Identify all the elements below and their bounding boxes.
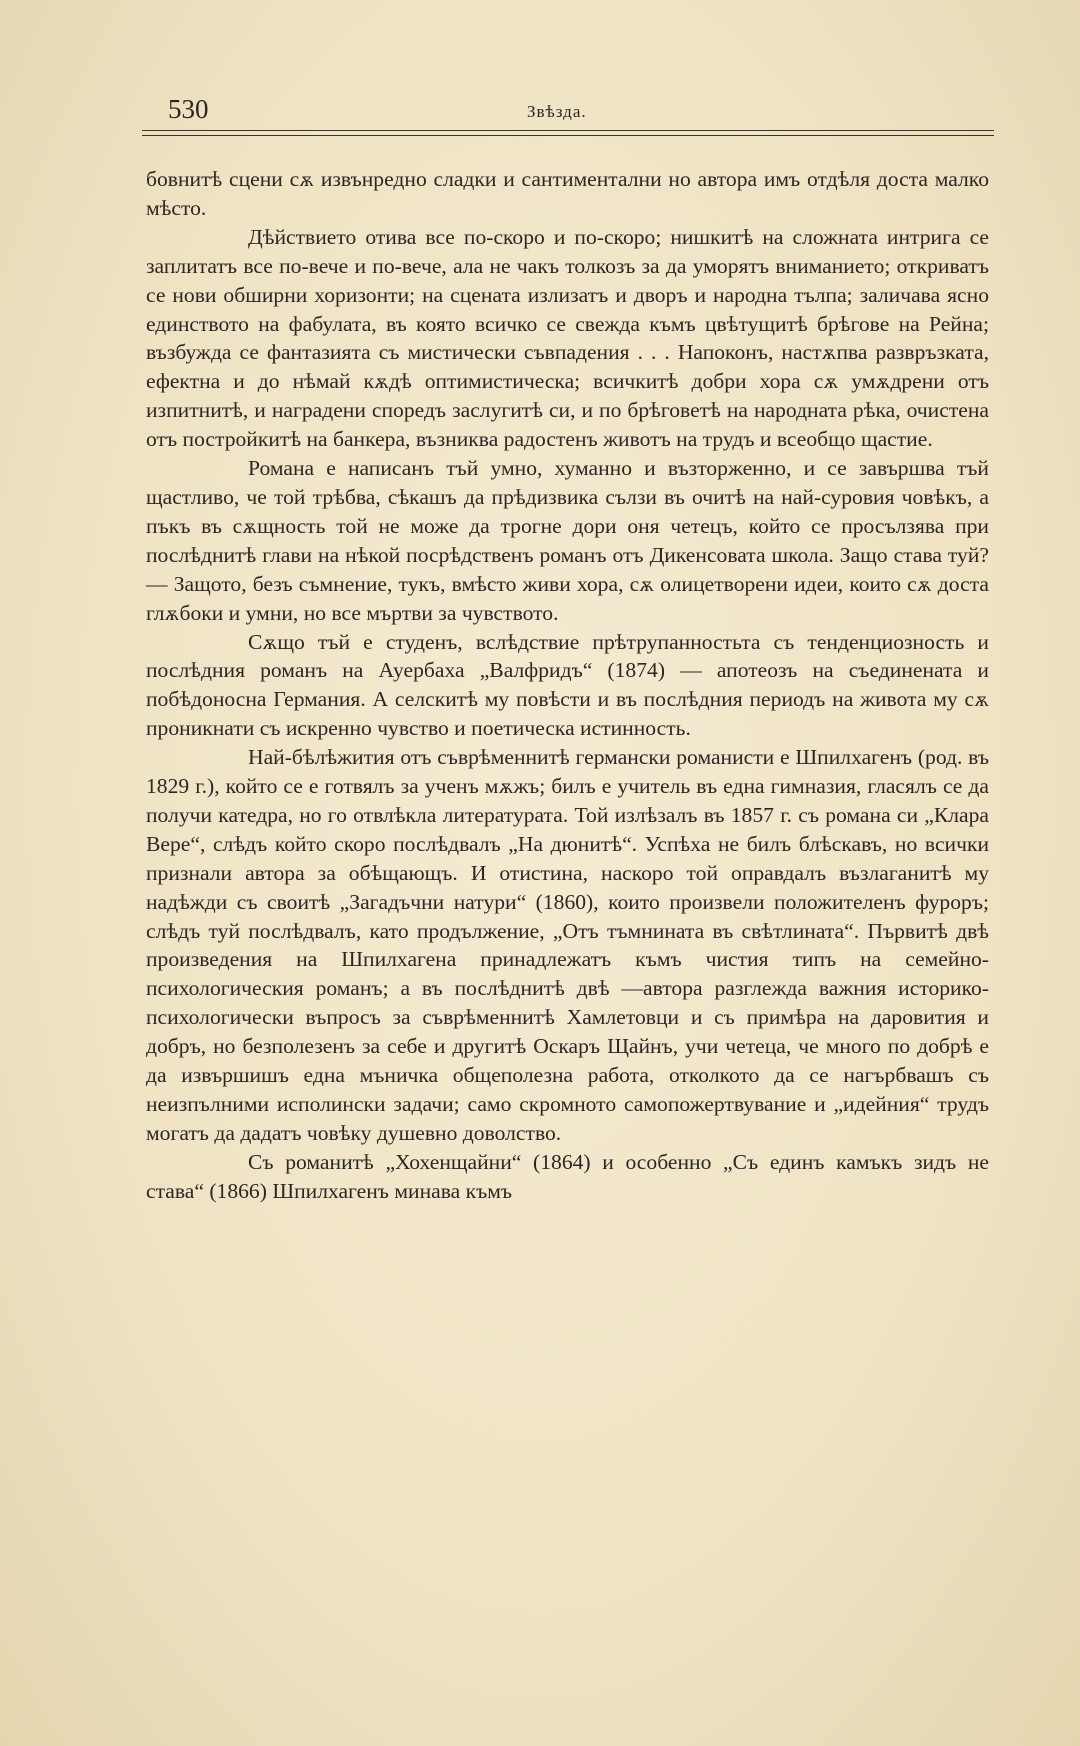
paragraph: Сѫщо тъй е студенъ, вслѣдствие прѣтрупанностьта съ тенденциозность и послѣдния романъ на Ауербаха „Валфридъ“ (1874) — апотеозъ на съединената и побѣдоносна Германия. А селскитѣ му повѣсти и въ послѣдния периодъ на живота му сѫ проникнати съ искренно чувство и поетическа истинность. xyxy=(146,629,989,741)
paragraph: Дѣйствието отива все по-скоро и по-скоро; нишкитѣ на сложната интрига се заплитатъ все по-вече и по-вече, ала не чакъ толкозъ за да уморятъ вниманието; откриватъ се нови обширни хоризонти; на сцената излизатъ и дворъ и народна тълпа; заличава ясно единството на фабулата, въ която всичко се свежда къмъ цвѣтущитѣ брѣгове на Рейна; възбужда се фантазията съ мистически съвпадения . . . Напоконъ, настѫпва развръзката, ефектна и до нѣмай кѫдѣ оптимистическа; всичкитѣ добри хора сѫ умѫдрени отъ изпитнитѣ, и наградени споредъ заслугитѣ си, и по брѣговетѣ на народната рѣка, очистена отъ постройкитѣ на банкера, възниква радостенъ животъ на трудъ и всеобщо щастие. xyxy=(146,224,989,452)
page-header xyxy=(142,92,994,132)
page-number: 530 xyxy=(168,94,209,124)
paragraph: Съ романитѣ „Хохенщайни“ (1864) и особенно „Съ единъ камъкъ зидъ не става“ (1866) Шпилхагенъ минава къмъ xyxy=(146,1149,989,1203)
body-text xyxy=(146,165,989,1206)
header-rule-bottom xyxy=(142,135,994,136)
header-rule-top xyxy=(142,130,994,131)
paragraph: Най-бѣлѣжития отъ съврѣменнитѣ германски романисти е Шпилхагенъ (род. въ 1829 г.), който се е готвялъ за ученъ мѫжъ; билъ е учитель въ една гимназия, гласялъ се да получи катедра, но го отвлѣкла литературата. Той излѣзалъ въ 1857 г. съ романа си „Клара Вере“, слѣдъ който скоро послѣдвалъ „На дюнитѣ“. Успѣха не билъ блѣскавъ, но всички признали автора за обѣщающъ. И отистина, наскоро той оправдалъ възлаганитѣ му надѣжди съ своитѣ „Загадъчни натури“ (1860), които произвели положителенъ фуроръ; слѣдъ туй послѣдвалъ, като продължение, „Отъ тъмнината въ свѣтлината“. Първитѣ двѣ произведения на Шпилхагена принадлежатъ къмъ чистия типъ на семейно-психологическия романъ; а въ послѣднитѣ двѣ —автора разглежда важния историко-психологически въпросъ за съврѣменнитѣ Хамлетовци и съ примѣра на даровития и добръ, но безполезенъ за себе и другитѣ Оскаръ Щайнъ, учи четеца, че много по добрѣ е да извършишъ една мъничка общеполезна работа, отколкото да се нагърбвашъ съ неизпълними исполински задачи; само скромното самопожертвувание и „идейния“ трудъ могатъ да дадатъ човѣку душевно доволство. xyxy=(146,745,989,1145)
paragraph-continued: бовнитѣ сцени сѫ извънредно сладки и сантиментални но автора имъ отдѣля доста малко мѣсто. xyxy=(146,167,989,220)
paragraph: Романа е написанъ тъй умно, хуманно и възторженно, и се завършва тъй щастливо, че той трѣбва, сѣкашъ да прѣдизвика сълзи въ очитѣ на най-суровия човѣкъ, а пъкъ въ сѫщность той не може да трогне дори оня четецъ, който се просълзява при послѣднитѣ глави на нѣкой посрѣдственъ романъ отъ Дикенсовата школа. Защо става туй? — Защото, безъ съмнение, тукъ, вмѣсто живи хора, сѫ олицетворени идеи, които сѫ доста глѫбоки и умни, но все мъртви за чувството. xyxy=(146,456,989,625)
running-title: Звѣзда. xyxy=(527,102,587,121)
